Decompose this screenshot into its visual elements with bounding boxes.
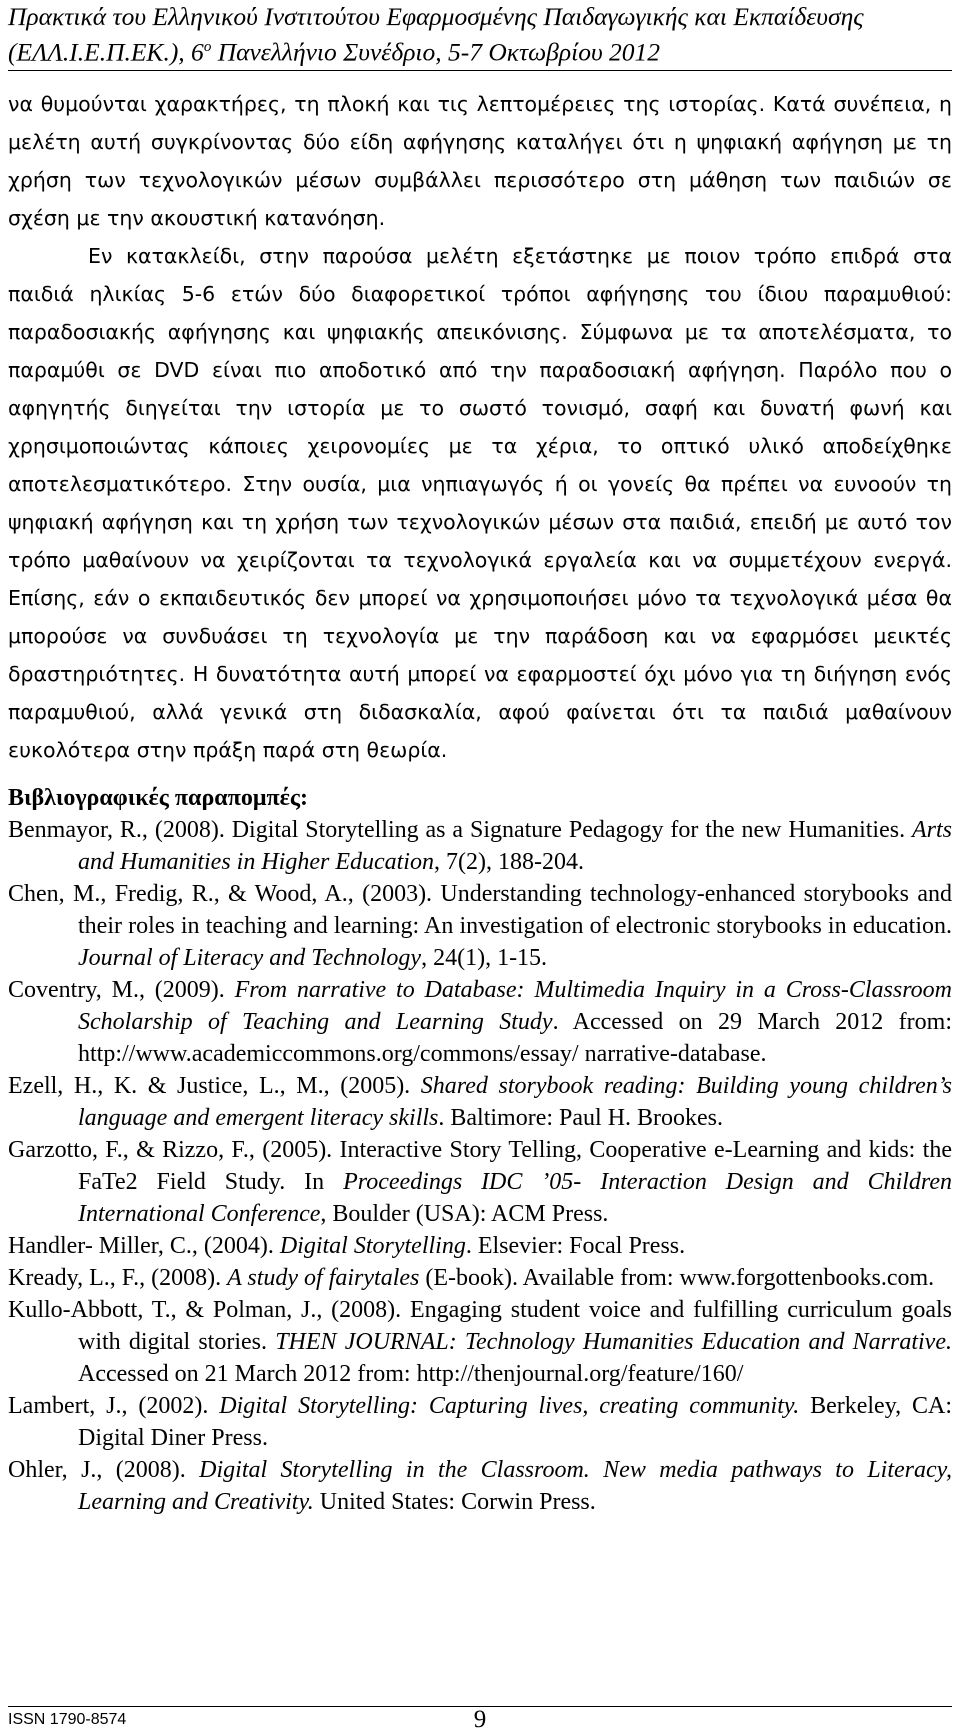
reference-italic: From narrative to Database: Multimedia Inquiry in a Cross-Classroom Scholarship of Teaching and Learning Study bbox=[78, 977, 952, 1035]
reference-text: Berkeley, CA: Digital Diner Press. bbox=[78, 1393, 953, 1451]
reference-text: (E-book). Available from: www.forgottenbooks.com. bbox=[419, 1265, 935, 1291]
references-list bbox=[8, 814, 952, 1518]
reference-item bbox=[8, 1454, 952, 1518]
reference-italic: Arts and Humanities in Higher Education bbox=[78, 817, 952, 875]
reference-item bbox=[8, 974, 952, 1070]
reference-italic: Journal of Literacy and Technology bbox=[78, 945, 422, 971]
reference-item bbox=[8, 1390, 952, 1454]
reference-text: Kready, L., F., (2008). bbox=[8, 1265, 228, 1291]
reference-italic: Proceedings IDC ’05- Interaction Design and Children International Conference bbox=[78, 1169, 953, 1227]
reference-text: Lambert, J., (2002). bbox=[8, 1393, 220, 1419]
running-header bbox=[8, 2, 952, 68]
reference-item bbox=[8, 1230, 952, 1262]
reference-item bbox=[8, 1294, 952, 1390]
page-number: 9 bbox=[473, 1706, 487, 1733]
reference-italic: Digital Storytelling: Capturing lives, creating community. bbox=[219, 1393, 800, 1419]
reference-text: . Accessed on 29 March 2012 from: http://www.academiccommons.org/commons/essay/ narrative-database. bbox=[78, 1009, 952, 1067]
reference-text: Kullo-Abbott, T., & Polman, J., (2008). Engaging student voice and fulfilling curriculum goals with digital stories. bbox=[8, 1297, 952, 1355]
references-heading: Βιβλιογραφικές παραπομπές: bbox=[8, 785, 308, 811]
header-line-2-start: (ΕΛΛ.Ι.Ε.Π.ΕΚ.), 6 bbox=[8, 37, 204, 67]
reference-text: Accessed on 21 March 2012 from: http://thenjournal.org/feature/160/ bbox=[78, 1361, 744, 1387]
reference-text: Garzotto, F., & Rizzo, F., (2005). Interactive Story Telling, Cooperative e-Learning and kids: the FaTe2 Field Study. In bbox=[8, 1137, 952, 1195]
reference-text: Coventry, M., (2009). bbox=[8, 977, 235, 1003]
reference-text: United States: Corwin Press. bbox=[313, 1489, 596, 1515]
reference-item bbox=[8, 1262, 952, 1294]
reference-text: Ezell, H., K. & Justice, L., M., (2005). bbox=[8, 1073, 421, 1099]
reference-text: Ohler, J., (2008). bbox=[8, 1457, 200, 1483]
header-line-2 bbox=[8, 32, 952, 68]
header-line-2-end: Πανελλήνιο Συνέδριο, 5-7 Οκτωβρίου 2012 bbox=[211, 37, 661, 67]
reference-text: , 24(1), 1-15. bbox=[421, 945, 548, 971]
reference-italic: Shared storybook reading: Building young children’s language and emergent literacy skills bbox=[78, 1073, 952, 1131]
header-divider bbox=[8, 70, 952, 71]
reference-text: Benmayor, R., (2008). Digital Storytelling as a Signature Pedagogy for the new Humanities. bbox=[8, 817, 912, 843]
reference-text: , 7(2), 188-204. bbox=[433, 849, 584, 875]
reference-italic: A study of fairytales bbox=[227, 1265, 420, 1291]
header-line-1: Πρακτικά του Ελληνικού Ινστιτούτου Εφαρμοσμένης Παιδαγωγικής και Εκπαίδευσης bbox=[8, 2, 864, 31]
header-ordinal-superscript: ο bbox=[203, 39, 212, 55]
reference-text: . Baltimore: Paul H. Brookes. bbox=[438, 1105, 724, 1131]
body-text bbox=[8, 85, 952, 769]
reference-text: Handler- Miller, C., (2004). bbox=[8, 1233, 280, 1259]
reference-item bbox=[8, 1134, 952, 1230]
reference-italic: Digital Storytelling in the Classroom. New media pathways to Literacy, Learning and Creativity. bbox=[78, 1457, 952, 1515]
reference-text: , Boulder (USA): ACM Press. bbox=[320, 1201, 609, 1227]
reference-italic: THEN JOURNAL: Technology Humanities Education and Narrative. bbox=[275, 1329, 952, 1355]
issn-label: ISSN 1790-8574 bbox=[8, 1711, 127, 1728]
reference-text: . Elsevier: Focal Press. bbox=[465, 1233, 686, 1259]
body-paragraph-2: Εν κατακλείδι, στην παρούσα μελέτη εξετάστηκε με ποιον τρόπο επιδρά στα παιδιά ηλικίας 5-6 ετών δύο διαφορετικοί τρόποι αφήγησης του ίδιου παραμυθιού: παραδοσιακής αφήγησης και ψηφιακής απεικόνισης. Σύμφωνα με τα αποτελέσματα, το παραμύθι σε DVD είναι πιο αποδοτικό από την παραδοσιακή αφήγηση. Παρόλο που ο αφηγητής διηγείται την ιστορία με το σωστό τονισμό, σαφή και δυνατή φωνή και χρησιμοποιώντας κάποιες χειρονομίες με τα χέρια, το οπτικό υλικό αποδείχθηκε αποτελεσματικότερο. Στην ουσία, μια νηπιαγωγός ή οι γονείς θα πρέπει να ευνοούν τη ψηφιακή αφήγηση και τη χρήση των τεχνολογικών μέσων στα παιδιά, επειδή με αυτό τον τρόπο μαθαίνουν να χειρίζονται τα τεχνολογικά εργαλεία και να συμμετέχουν ενεργά. Επίσης, εάν ο εκπαιδευτικός δεν μπορεί να χρησιμοποιήσει μόνο τα τεχνολογικά μέσα θα μπορούσε να συνδυάσει τη τεχνολογία με την παράδοση και να εφαρμόσει μεικτές δραστηριότητες. Η δυνατότητα αυτή μπορεί να εφαρμοστεί όχι μόνο για τη διήγηση ενός παραμυθιού, αλλά γενικά στη διδασκαλία, αφού φαίνεται ότι τα παιδιά μαθαίνουν ευκολότερα στην πράξη παρά στη θεωρία. bbox=[8, 244, 952, 762]
reference-italic: Digital Storytelling bbox=[279, 1233, 466, 1259]
reference-item bbox=[8, 1070, 952, 1134]
reference-item bbox=[8, 878, 952, 974]
reference-text: Chen, M., Fredig, R., & Wood, A., (2003). Understanding technology-enhanced storybooks and their roles in teaching and learning: An investigation of electronic storybooks in education. bbox=[8, 881, 952, 939]
reference-item bbox=[8, 814, 952, 878]
body-paragraph-1: να θυμούνται χαρακτήρες, τη πλοκή και τις λεπτομέρειες της ιστορίας. Κατά συνέπεια, η μελέτη αυτή συγκρίνοντας δύο είδη αφήγησης καταλήγει ότι η ψηφιακή αφήγηση με τη χρήση των τεχνολογικών μέσων συμβάλλει περισσότερο στη μάθηση των παιδιών σε σχέση με την ακουστική κατανόηση. bbox=[8, 92, 952, 230]
